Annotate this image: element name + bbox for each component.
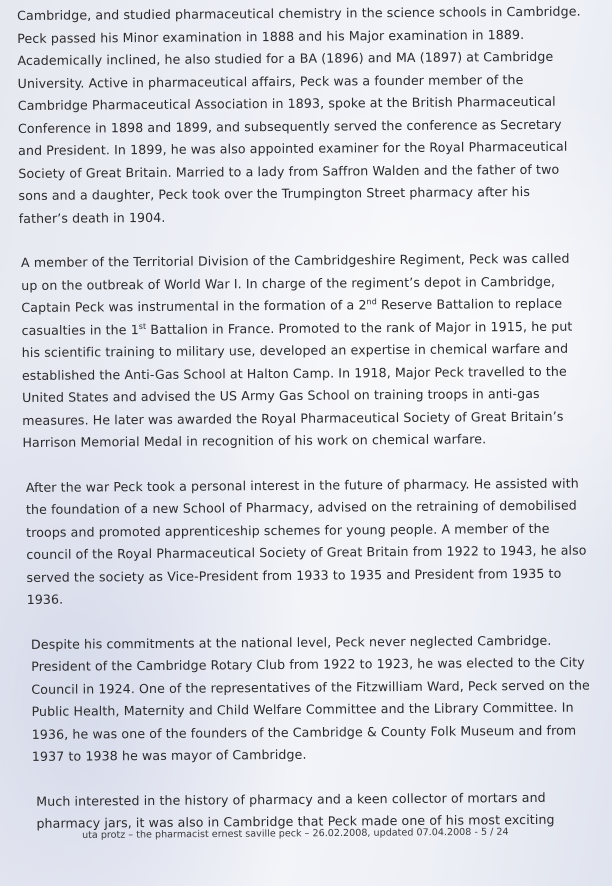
text-line: established the Anti-Gas School at Halton Camp. In 1918, Major Peck travelled to the: [21, 363, 567, 383]
ordinal-superscript: st: [138, 321, 147, 331]
text-segment: casualties in the 1: [21, 321, 139, 338]
text-line: Conference in 1898 and 1899, and subsequently served the conference as Secretary: [17, 116, 562, 136]
text-line: troops and promoted apprenticeship schemes for young people. A member of the: [26, 520, 550, 540]
paragraph-2: [19, 248, 581, 455]
page-footer: uta protz – the pharmacist ernest saville peck – 26.02.2008, updated 07.04.2008 - 5 / 24: [82, 826, 509, 841]
text-line: University. Active in pharmaceutical affairs, Peck was a founder member of the: [17, 71, 524, 91]
paragraph-3: [21, 472, 587, 611]
paragraph-1: [17, 1, 579, 230]
text-line: pharmacy jars, it was also in Cambridge that Peck made one of his most exciting: [36, 811, 555, 831]
text-line: Peck passed his Minor examination in 1888 and his Major examination in 1889.: [17, 26, 525, 46]
text-line: his scientific training to military use, developed an expertise in chemical warfare and: [21, 340, 569, 360]
text-line: measures. He later was awarded the Royal Pharmaceutical Society of Great Britain’s: [22, 408, 564, 428]
text-segment: Battalion in France. Promoted to the rank of Major in 1915, he put: [146, 318, 573, 337]
text-line: served the society as Vice-President from 1933 to 1935 and President from 1935 to: [26, 565, 562, 585]
text-line: Council in 1924. One of the representatives of the Fitzwilliam Ward, Peck served on the: [31, 677, 590, 697]
text-line: Cambridge Pharmaceutical Association in 1893, spoke at the British Pharmaceutical: [17, 93, 556, 113]
paragraph-4: [22, 629, 590, 768]
text-segment: Captain Peck was instrumental in the formation of a 2: [21, 297, 367, 315]
text-line: A member of the Territorial Division of the Cambridgeshire Regiment, Peck was called: [20, 250, 570, 270]
text-line: 1936, he was one of the founders of the Cambridge & County Folk Museum and from: [31, 722, 577, 742]
text-line: and President. In 1899, he was also appointed examiner for the Royal Pharmaceutical: [18, 138, 568, 158]
text-line: After the war Peck took a personal interest in the future of pharmacy. He assisted with: [25, 475, 579, 495]
text-line: Harrison Memorial Medal in recognition of his work on chemical warfare.: [22, 431, 487, 450]
text-line: up on the outbreak of World War I. In charge of the regiment’s depot in Cambridge,: [21, 273, 556, 293]
text-line: sons and a daughter, Peck took over the Trumpington Street pharmacy after his: [18, 183, 531, 203]
body-text: [17, 1, 590, 858]
text-line: Academically inclined, he also studied for a BA (1896) and MA (1897) at Cambridge: [17, 48, 554, 68]
text-line: 1937 to 1938 he was mayor of Cambridge.: [31, 746, 307, 764]
text-line: 1936.: [26, 591, 64, 607]
text-line: Much interested in the history of pharmacy and a keen collector of mortars and: [36, 789, 546, 809]
text-line: United States and advised the US Army Gas School on training troops in anti-gas: [22, 385, 540, 405]
text-line: council of the Royal Pharmaceutical Society of Great Britain from 1922 to 1943, he also: [26, 542, 587, 562]
text-segment: Reserve Battalion to replace: [376, 295, 563, 313]
text-line: the foundation of a new School of Pharmacy, advised on the retraining of demobilised: [25, 497, 577, 517]
text-line: Cambridge, and studied pharmaceutical chemistry in the science schools in Cambridge.: [17, 3, 581, 23]
ordinal-superscript: nd: [366, 297, 377, 307]
text-line: President of the Cambridge Rotary Club from 1922 to 1923, he was elected to the City: [31, 654, 585, 674]
text-line: Public Health, Maternity and Child Welfare Committee and the Library Committee. In: [31, 699, 574, 719]
text-line: father’s death in 1904.: [18, 209, 166, 226]
text-line: Society of Great Britain. Married to a lady from Saffron Walden and the father of two: [18, 161, 560, 181]
text-line: Despite his commitments at the national level, Peck never neglected Cambridge.: [30, 632, 552, 652]
